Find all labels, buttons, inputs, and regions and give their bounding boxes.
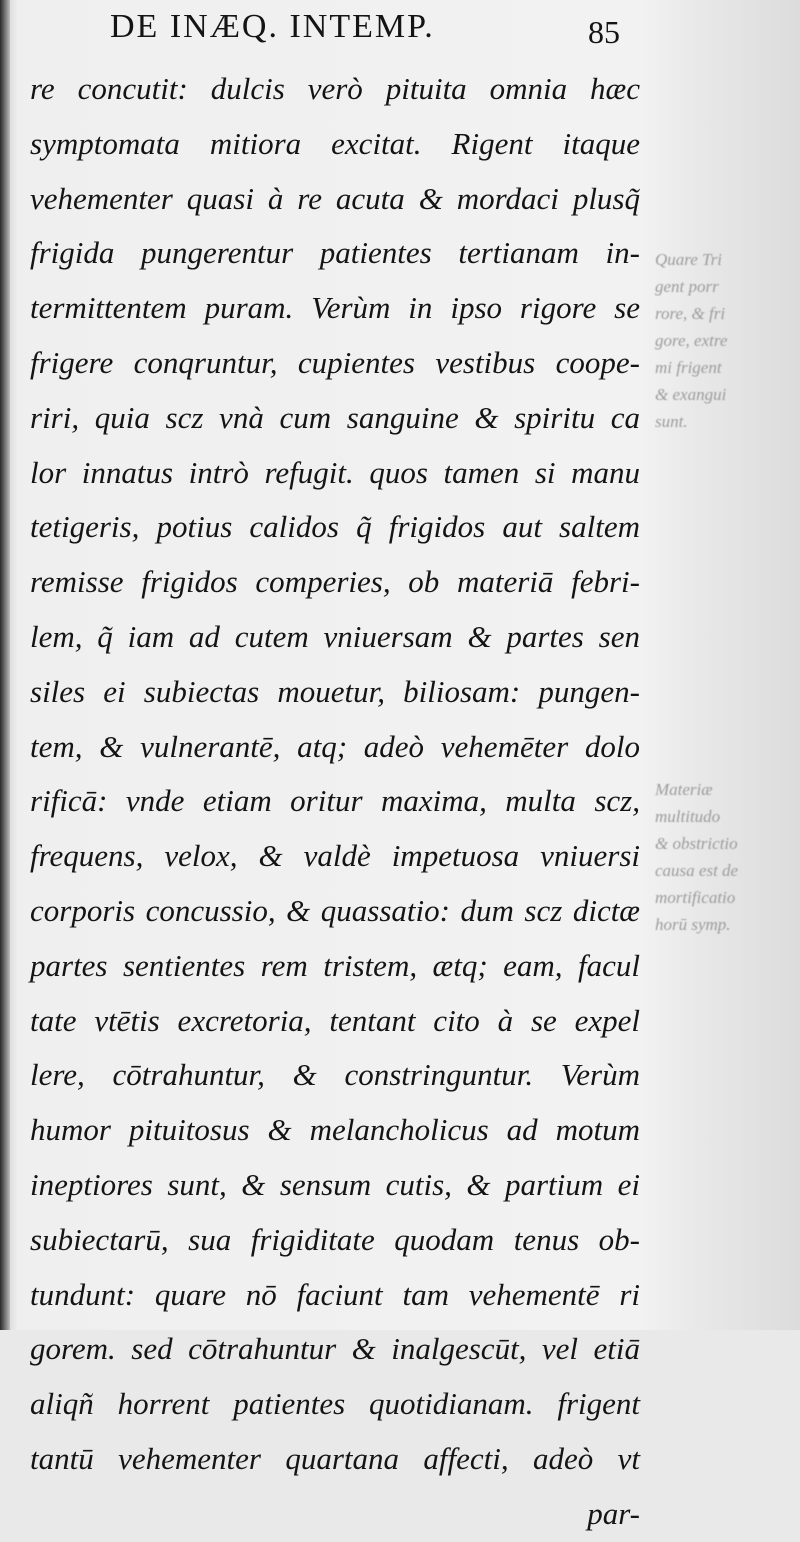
text-line: tem, & vulnerantē, atq; adeò vehemēter dolo (30, 728, 640, 764)
marginal-line: & obstrictio (655, 834, 738, 853)
text-line: ineptiores sunt, & sensum cutis, & partium ei (30, 1166, 640, 1202)
marginal-line: mortificatio (655, 888, 736, 907)
text-line: frequens, velox, & valdè impetuosa vniuersi (30, 838, 640, 874)
marginal-line: multitudo (655, 807, 721, 826)
text-line: termittentem puram. Verùm in ipso rigore se (30, 290, 640, 326)
text-line: vehementer quasi à re acuta & mordaci plusq̃ (30, 180, 640, 216)
marginal-line: rore, & fri (655, 304, 726, 323)
page-gutter-shadow (0, 0, 10, 1330)
text-line: remisse frigidos comperies, ob materiā febri- (30, 564, 640, 600)
body-text (30, 62, 640, 1542)
marginal-line: gore, extre (655, 331, 728, 350)
marginal-line: & exangui (655, 385, 727, 404)
text-line: tantū vehementer quartana affecti, adeò vt (30, 1440, 640, 1476)
text-line: re concutit: dulcis verò pituita omnia hæc (30, 71, 640, 106)
marginal-note-bleed-through (655, 776, 795, 938)
text-line: tetigeris, potius calidos q̃ frigidos aut saltem (30, 509, 640, 545)
text-line: siles ei subiectas mouetur, biliosam: pungen- (30, 673, 640, 709)
marginal-line: mi frigent (655, 358, 722, 377)
marginal-note-bleed-through (655, 246, 795, 435)
marginal-line: Quare Tri (655, 250, 722, 269)
marginal-line: gent porr (655, 277, 719, 296)
text-line: tate vtētis excretoria, tentant cito à se expel (30, 1002, 640, 1038)
text-line: frigere conqruntur, cupientes vestibus coope- (30, 344, 640, 380)
text-line: gorem. sed cōtrahuntur & inalgescūt, vel etiā (30, 1331, 640, 1367)
text-line: riri, quia scz vnà cum sanguine & spiritu ca (30, 399, 640, 435)
text-line: subiectarū, sua frigiditate quodam tenus ob- (30, 1221, 640, 1257)
marginal-line: Materiæ (655, 780, 713, 799)
text-line: symptomata mitiora excitat. Rigent itaque (30, 125, 640, 161)
text-line: rificā: vnde etiam oritur maxima, multa scz, (30, 783, 640, 819)
text-line: lor innatus intrò refugit. quos tamen si manu (30, 454, 640, 490)
marginal-line: causa est de (655, 861, 739, 880)
running-head: DE INÆQ. INTEMP. (110, 8, 435, 45)
marginal-line: sunt. (655, 412, 688, 431)
text-line: aliqñ horrent patientes quotidianam. frigent (30, 1386, 640, 1422)
page-number: 85 (588, 14, 620, 50)
text-line: corporis concussio, & quassatio: dum scz dictæ (30, 892, 640, 928)
text-line: tundunt: quare nō faciunt tam vehementē ri (30, 1276, 640, 1312)
catchword: par- (587, 1495, 640, 1531)
text-line: lem, q̃ iam ad cutem vniuersam & partes sen (30, 618, 640, 654)
text-line: lere, cōtrahuntur, & constringuntur. Verùm (30, 1057, 640, 1093)
marginal-line: horū symp. (655, 915, 731, 934)
text-line: humor pituitosus & melancholicus ad motum (30, 1112, 640, 1148)
text-line: frigida pungerentur patientes tertianam in- (30, 235, 640, 271)
text-line: partes sentientes rem tristem, ætq; eam, facul (30, 947, 640, 983)
